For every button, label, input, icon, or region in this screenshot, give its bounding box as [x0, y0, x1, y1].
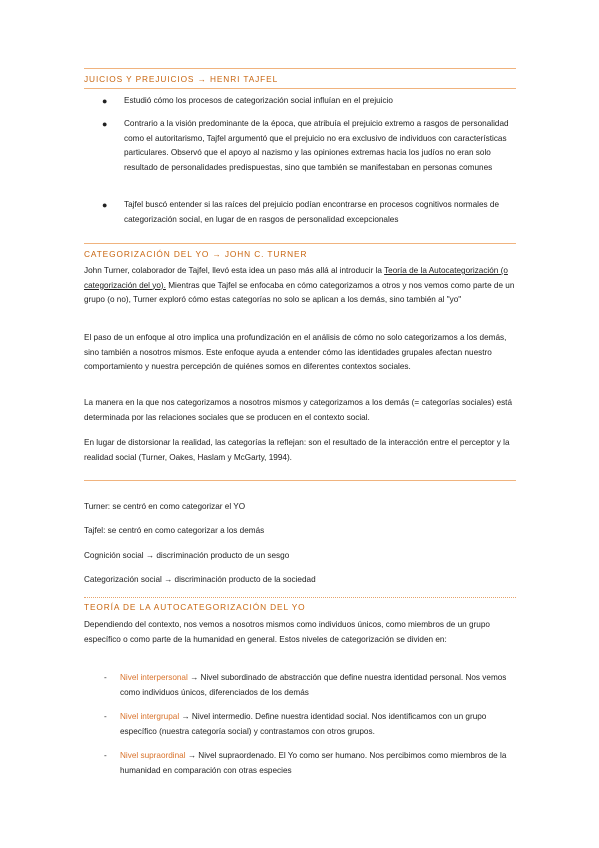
paragraph: El paso de un enfoque al otro implica una profundización en el análisis de cómo no solo categorizamos a los demás, sino también a nosotros mismos. Este enfoque ayuda a entender cómo las identidades grupales afectan nuestro comportamiento y nuestra percepción de quiénes somos en diferentes contextos sociales. [84, 333, 507, 371]
dash-marker: - [104, 673, 107, 682]
section-heading-turner: CATEGORIZACIÓN DEL YO → JOHN C. TURNER [84, 249, 308, 259]
dash-marker: - [104, 751, 107, 760]
section-rule-autocat [84, 597, 516, 598]
section-heading-autocategorizacion: TEORÍA DE LA AUTOCATEGORIZACIÓN DEL YO [84, 602, 306, 612]
paragraph: La manera en la que nos categorizamos a nosotros mismos y categorizamos a los demás (= categorías sociales) está determinada por las relaciones sociales que se producen en el contexto social. [84, 398, 513, 422]
paragraph: Dependiendo del contexto, nos vemos a nosotros mismos como individuos únicos, como miembros de un grupo específico o como parte de la humanidad en general. Estos niveles de categorización se dividen en: [84, 620, 490, 644]
summary-line: Categorización social → discriminación producto de la sociedad [84, 575, 316, 584]
bullet-icon: ● [102, 96, 108, 106]
section-rule-summary [84, 480, 516, 481]
list-item-text [120, 749, 516, 778]
section-rule-top [84, 68, 516, 69]
summary-line: Cognición social → discriminación producto de un sesgo [84, 551, 290, 560]
summary-line: Tajfel: se centró en como categorizar a los demás [84, 526, 265, 535]
level-description: → Nivel supraordenado. El Yo como ser humano. Nos percibimos como miembros de la humanidad en comparación con otras especies [120, 751, 507, 775]
section-rule-turner-top [84, 243, 516, 244]
paragraph [84, 264, 516, 308]
level-label: Nivel intergrupal [120, 712, 180, 721]
paragraph: En lugar de distorsionar la realidad, las categorías la reflejan: son el resultado de la interacción entre el perceptor y la realidad social (Turner, Oakes, Haslam y McGarty, 1994). [84, 438, 510, 462]
dash-marker: - [104, 712, 107, 721]
section-rule-tajfel [84, 88, 516, 89]
list-item-text [120, 710, 516, 739]
level-description: → Nivel intermedio. Define nuestra identidad social. Nos identificamos con un grupo específico (nuestra categoría social) y contrastamos con otros grupos. [120, 712, 487, 736]
bullet-icon: ● [102, 119, 108, 129]
bullet-icon: ● [102, 200, 108, 210]
section-heading-tajfel: JUICIOS Y PREJUICIOS → HENRI TAJFEL [84, 74, 279, 84]
summary-line: Turner: se centró en como categorizar el YO [84, 502, 246, 511]
bullet-text: Tajfel buscó entender si las raíces del prejuicio podían encontrarse en procesos cognitivos normales de categorización social, en lugar de en rasgos de personalidad excepcionales [124, 200, 500, 224]
level-label: Nivel interpersonal [120, 673, 188, 682]
bullet-text: Contrario a la visión predominante de la época, que atribuía el prejuicio extremo a rasgos de personalidad como el autoritarismo, Tajfel argumentó que el prejuicio no era exclusivo de individuos con características particulares. Observó que el apoyo al nazismo y las opiniones extremas hacia los judíos no eran solo resultado de personalidades predispuestas, sino que también se manifestaban en personas comunes [124, 119, 509, 172]
level-description: → Nivel subordinado de abstracción que define nuestra identidad personal. Nos vemos como individuos únicos, diferenciados de los demás [120, 673, 507, 697]
level-label: Nivel supraordinal [120, 751, 186, 760]
paragraph-text: John Turner, colaborador de Tajfel, llevó esta idea un paso más allá al introducir la [84, 266, 385, 275]
paragraph-text: Mientras que Tajfel se enfocaba en cómo categorizamos a otros y nos vemos como parte de un grupo (o no), Turner exploró cómo estas categorías no solo se aplican a los demás, sino también al "yo" [84, 280, 515, 304]
bullet-text: Estudió cómo los procesos de categorización social influían en el prejuicio [124, 96, 393, 105]
theory-link-text: Teoría de la Autocategorización (o categorización del yo). [84, 266, 508, 290]
list-item-text [120, 671, 516, 700]
